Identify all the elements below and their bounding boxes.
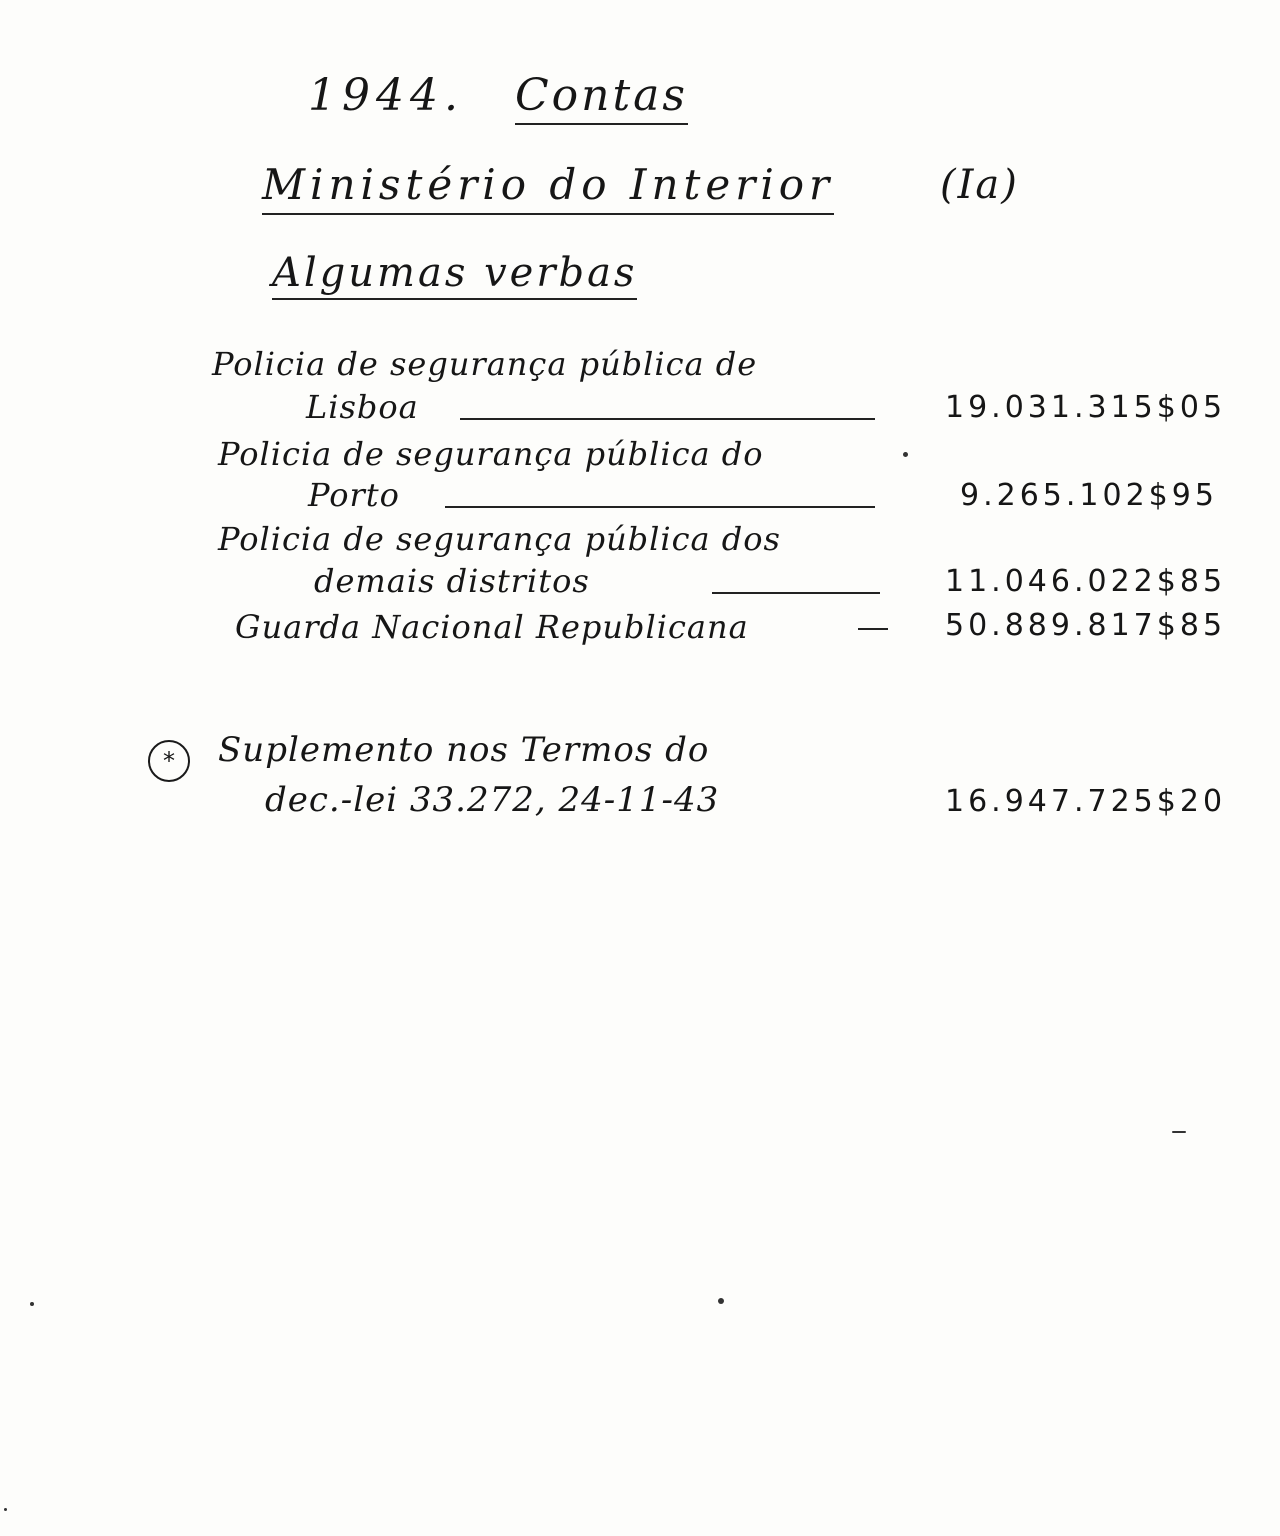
entry-2-line1: Policia de segurança pública do [218,435,764,473]
entry-1-leader [460,418,875,420]
entry-1-line2: Lisboa [306,388,419,426]
entry-4-amount: 50.889.817$85 [945,608,1227,643]
document-year: 1944. [308,70,464,121]
entry-2-amount: 9.265.102$95 [960,478,1218,513]
ministry-heading: Ministério do Interior [262,160,834,215]
scan-speck [903,452,908,457]
scan-speck [4,1508,7,1511]
asterisk-mark-icon: * [148,740,190,782]
subheading: Algumas verbas [272,250,637,300]
entry-4-line1: Guarda Nacional Republicana [235,608,749,646]
scan-speck [718,1298,724,1304]
entry-3-leader [712,592,880,594]
entry-1-amount: 19.031.315$05 [945,390,1227,425]
entry-1-line1: Policia de segurança pública de [212,345,758,383]
scan-speck [1172,1131,1186,1133]
supplement-line2: dec.-lei 33.272, 24-11-43 [265,780,720,820]
entry-3-line2: demais distritos [314,562,590,600]
scan-speck [30,1302,34,1306]
entry-4-leader [858,628,888,630]
supplement-amount: 16.947.725$20 [945,784,1227,819]
entry-2-line2: Porto [308,476,400,514]
supplement-line1: Suplemento nos Termos do [218,730,710,770]
entry-3-amount: 11.046.022$85 [945,564,1227,599]
document-title: Contas [515,70,688,125]
ministry-code: (Ia) [940,162,1019,208]
entry-2-leader [445,506,875,508]
entry-3-line1: Policia de segurança pública dos [218,520,781,558]
